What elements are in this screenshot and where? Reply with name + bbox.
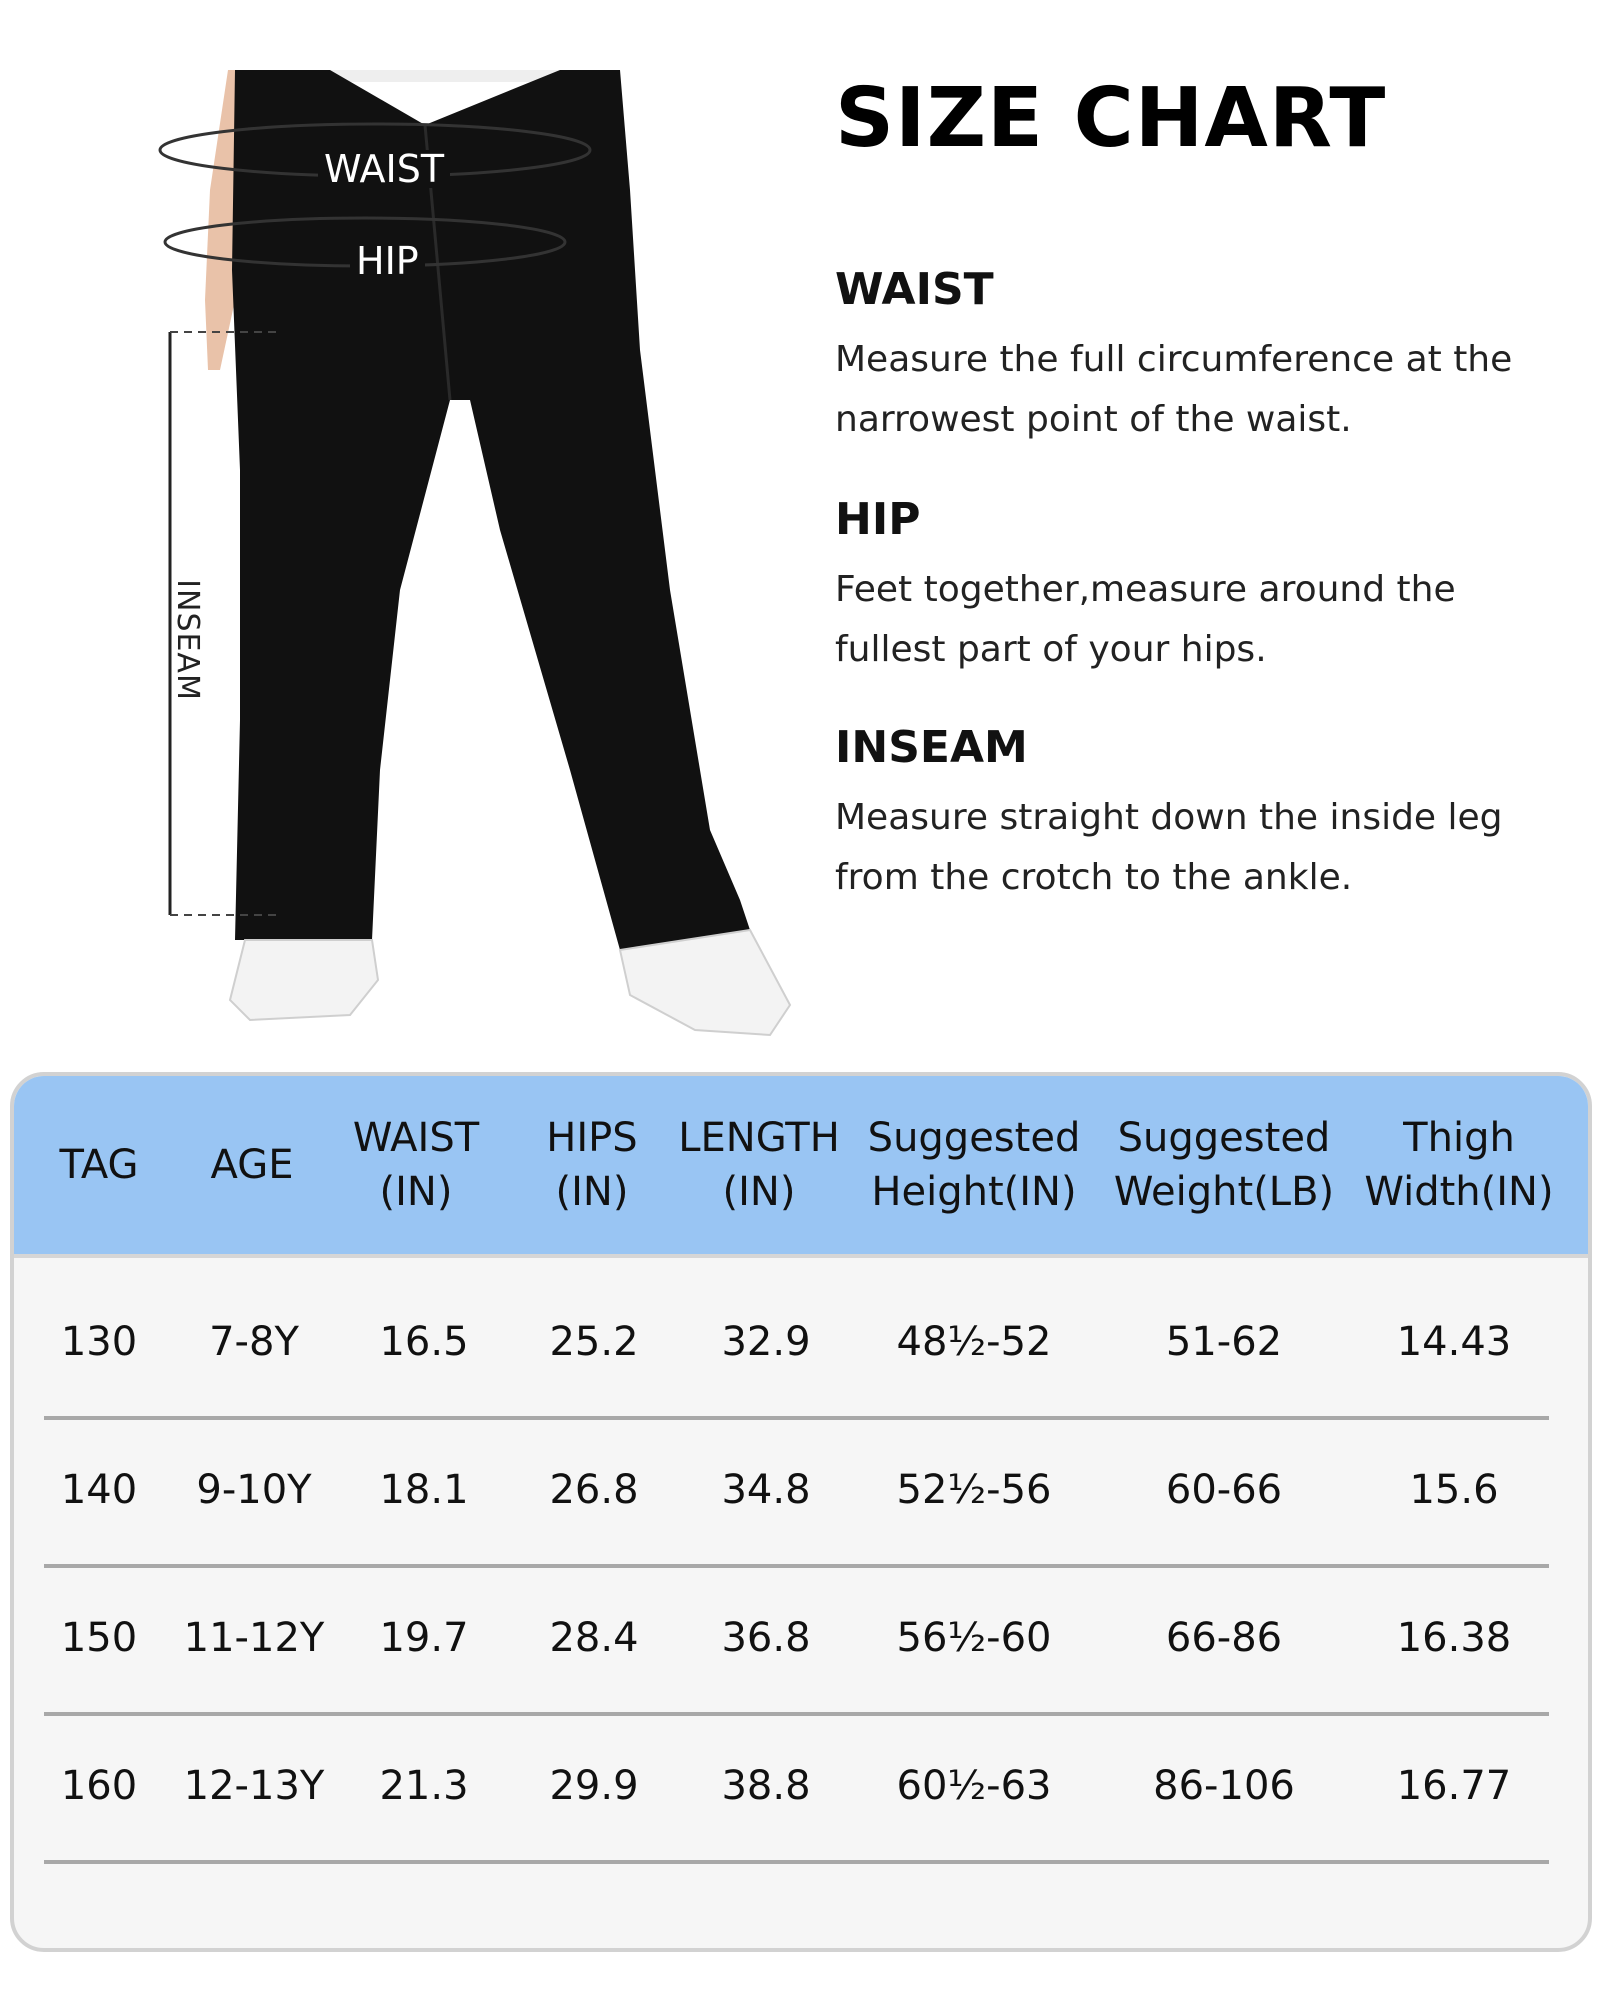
table-cell: 130 [60,1319,138,1365]
waist-text: Measure the full circumference at the narrowest point of the waist. [835,339,1513,440]
column-header: Suggested Weight(LB) [1113,1115,1335,1215]
table-cell: 21.3 [379,1763,469,1809]
pants-illustration [150,70,800,1050]
column-header: WAIST (IN) [352,1115,480,1215]
table-cell: 48½-52 [896,1319,1052,1365]
inseam-heading: INSEAM [835,722,1028,773]
table-cell: 19.7 [379,1615,469,1661]
column-header: LENGTH (IN) [678,1115,840,1215]
inseam-measure-label: INSEAM [172,575,202,705]
column-header: TAG [59,1142,139,1188]
table-cell: 32.9 [721,1319,811,1365]
table-cell: 7-8Y [209,1319,299,1365]
column-header: AGE [210,1142,294,1188]
table-cell: 14.43 [1396,1319,1512,1365]
table-cell: 56½-60 [896,1615,1052,1661]
hip-text: Feet together,measure around the fullest part of your hips. [835,569,1456,670]
waist-measure-label: WAIST [318,150,450,188]
table-cell: 25.2 [549,1319,639,1365]
hip-description [835,494,1575,680]
row-divider [44,1860,1549,1864]
table-row [14,1272,1588,1412]
table-cell: 12-13Y [183,1763,325,1809]
table-cell: 38.8 [721,1763,811,1809]
table-cell: 36.8 [721,1615,811,1661]
model-figure-image [150,70,800,1050]
table-header [14,1076,1588,1258]
column-header: Thigh Width(IN) [1364,1115,1554,1215]
waist-heading: WAIST [835,264,994,315]
table-cell: 60-66 [1165,1467,1283,1513]
table-cell: 29.9 [549,1763,639,1809]
table-cell: 51-62 [1165,1319,1283,1365]
inseam-text: Measure straight down the inside leg from the crotch to the ankle. [835,797,1503,898]
table-cell: 34.8 [721,1467,811,1513]
hip-measure-label: HIP [350,242,425,280]
waist-description [835,264,1575,450]
table-cell: 60½-63 [896,1763,1052,1809]
table-cell: 15.6 [1409,1467,1499,1513]
page-title: SIZE CHART [835,71,1387,166]
table-cell: 28.4 [549,1615,639,1661]
column-header: Suggested Height(IN) [867,1115,1081,1215]
inseam-description [835,722,1575,908]
table-row [14,1568,1588,1708]
column-header: HIPS (IN) [546,1115,638,1215]
hip-heading: HIP [835,494,921,545]
table-cell: 150 [60,1615,138,1661]
table-cell: 140 [60,1467,138,1513]
table-cell: 66-86 [1165,1615,1283,1661]
table-cell: 16.77 [1396,1763,1512,1809]
size-table [10,1072,1592,1952]
table-cell: 16.38 [1396,1615,1512,1661]
table-cell: 52½-56 [896,1467,1052,1513]
table-row [14,1716,1588,1856]
table-cell: 16.5 [379,1319,469,1365]
table-cell: 11-12Y [183,1615,325,1661]
table-cell: 26.8 [549,1467,639,1513]
table-cell: 9-10Y [196,1467,312,1513]
table-cell: 86-106 [1153,1763,1295,1809]
table-row [14,1420,1588,1560]
table-cell: 18.1 [379,1467,469,1513]
table-cell: 160 [60,1763,138,1809]
